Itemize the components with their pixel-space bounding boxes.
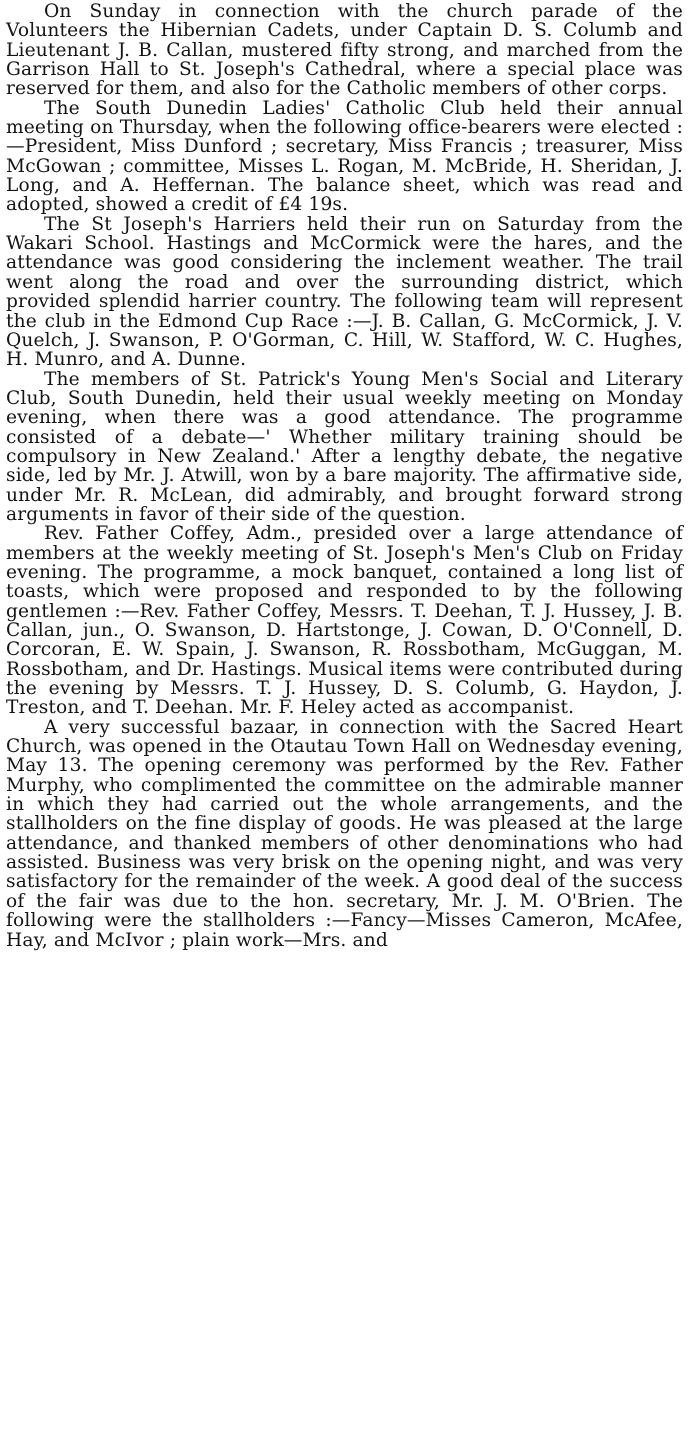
paragraph-church-parade: On Sunday in connection with the church parade of the Volunteers the Hibernian Cadets, under Captain D. S. Columb and Lieutenant J. B. Callan, mustered fifty strong, and marched from the Garrison Hall to St. Joseph's Cathedral, where a special place was reserved for them, and also for the Catholic members of other corps. xyxy=(6,1,683,100)
paragraph-harriers: The St Joseph's Harriers held their run on Saturday from the Wakari School. Hastings and McCormick were the hares, and the attendance was good considering the inclement weather. The trail went along the road and over the surrounding district, which provided splendid harrier country. The following team will represent the club in the Edmond Cup Race :—J. B. Callan, G. McCormick, J. V. Quelch, J. Swanson, P. O'Gorman, C. Hill, W. Stafford, W. C. Hughes, H. Munro, and A. Dunne. xyxy=(6,213,683,371)
paragraph-mens-club: Rev. Father Coffey, Adm., presided over a large attendance of members at the weekly meeting of St. Joseph's Men's Club on Friday evening. The programme, a mock banquet, contained a long list of toasts, which were proposed and responded to by the following gentlemen :—Rev. Father Coffey, Messrs. T. Deehan, T. J. Hussey, J. B. Callan, jun., O. Swanson, D. Hartstonge, J. Cowan, D. O'Connell, D. Corcoran, E. W. Spain, J. Swanson, R. Rossbotham, McGuggan, M. Rossbotham, and Dr. Hastings. Musical items were contributed during the evening by Messrs. T. J. Hussey, D. S. Columb, G. Haydon, J. Treston, and T. Deehan. Mr. F. Heley acted as accompanist. xyxy=(6,523,683,719)
paragraph-ladies-club: The South Dunedin Ladies' Catholic Club held their annual meeting on Thursday, when the following office-bearers were elected :—President, Miss Dunford ; secretary, Miss Francis ; treasurer, Miss McGowan ; committee, Misses L. Rogan, M. McBride, H. Sheridan, J. Long, and A. Heffernan. The balance sheet, which was read and adopted, showed a credit of £4 19s. xyxy=(6,97,683,216)
paragraph-bazaar: A very successful bazaar, in connection with the Sacred Heart Church, was opened in the Otautau Town Hall on Wednesday evening, May 13. The opening ceremony was performed by the Rev. Father Murphy, who complimented the committee on the admirable manner in which they had carried out the whole arrangements, and the stallholders on the fine display of goods. He was pleased at the large attendance, and thanked members of other denominations who had assisted. Business was very brisk on the opening night, and was very satisfactory for the remainder of the week. A good deal of the success of the fair was due to the hon. secretary, Mr. J. M. O'Brien. The following were the stallholders :—Fancy—Misses Cameron, McAfee, Hay, and McIvor ; plain work—Mrs. and xyxy=(6,716,683,951)
paragraph-young-mens-club: The members of St. Patrick's Young Men's Social and Literary Club, South Dunedin, held their usual weekly meeting on Monday evening, when there was a good attendance. The programme consisted of a debate—' Whether military training should be compulsory in New Zealand.' After a lengthy debate, the negative side, led by Mr. J. Atwill, won by a bare majority. The affirmative side, under Mr. R. McLean, did admirably, and brought forward strong arguments in favor of their side of the question. xyxy=(6,368,683,525)
